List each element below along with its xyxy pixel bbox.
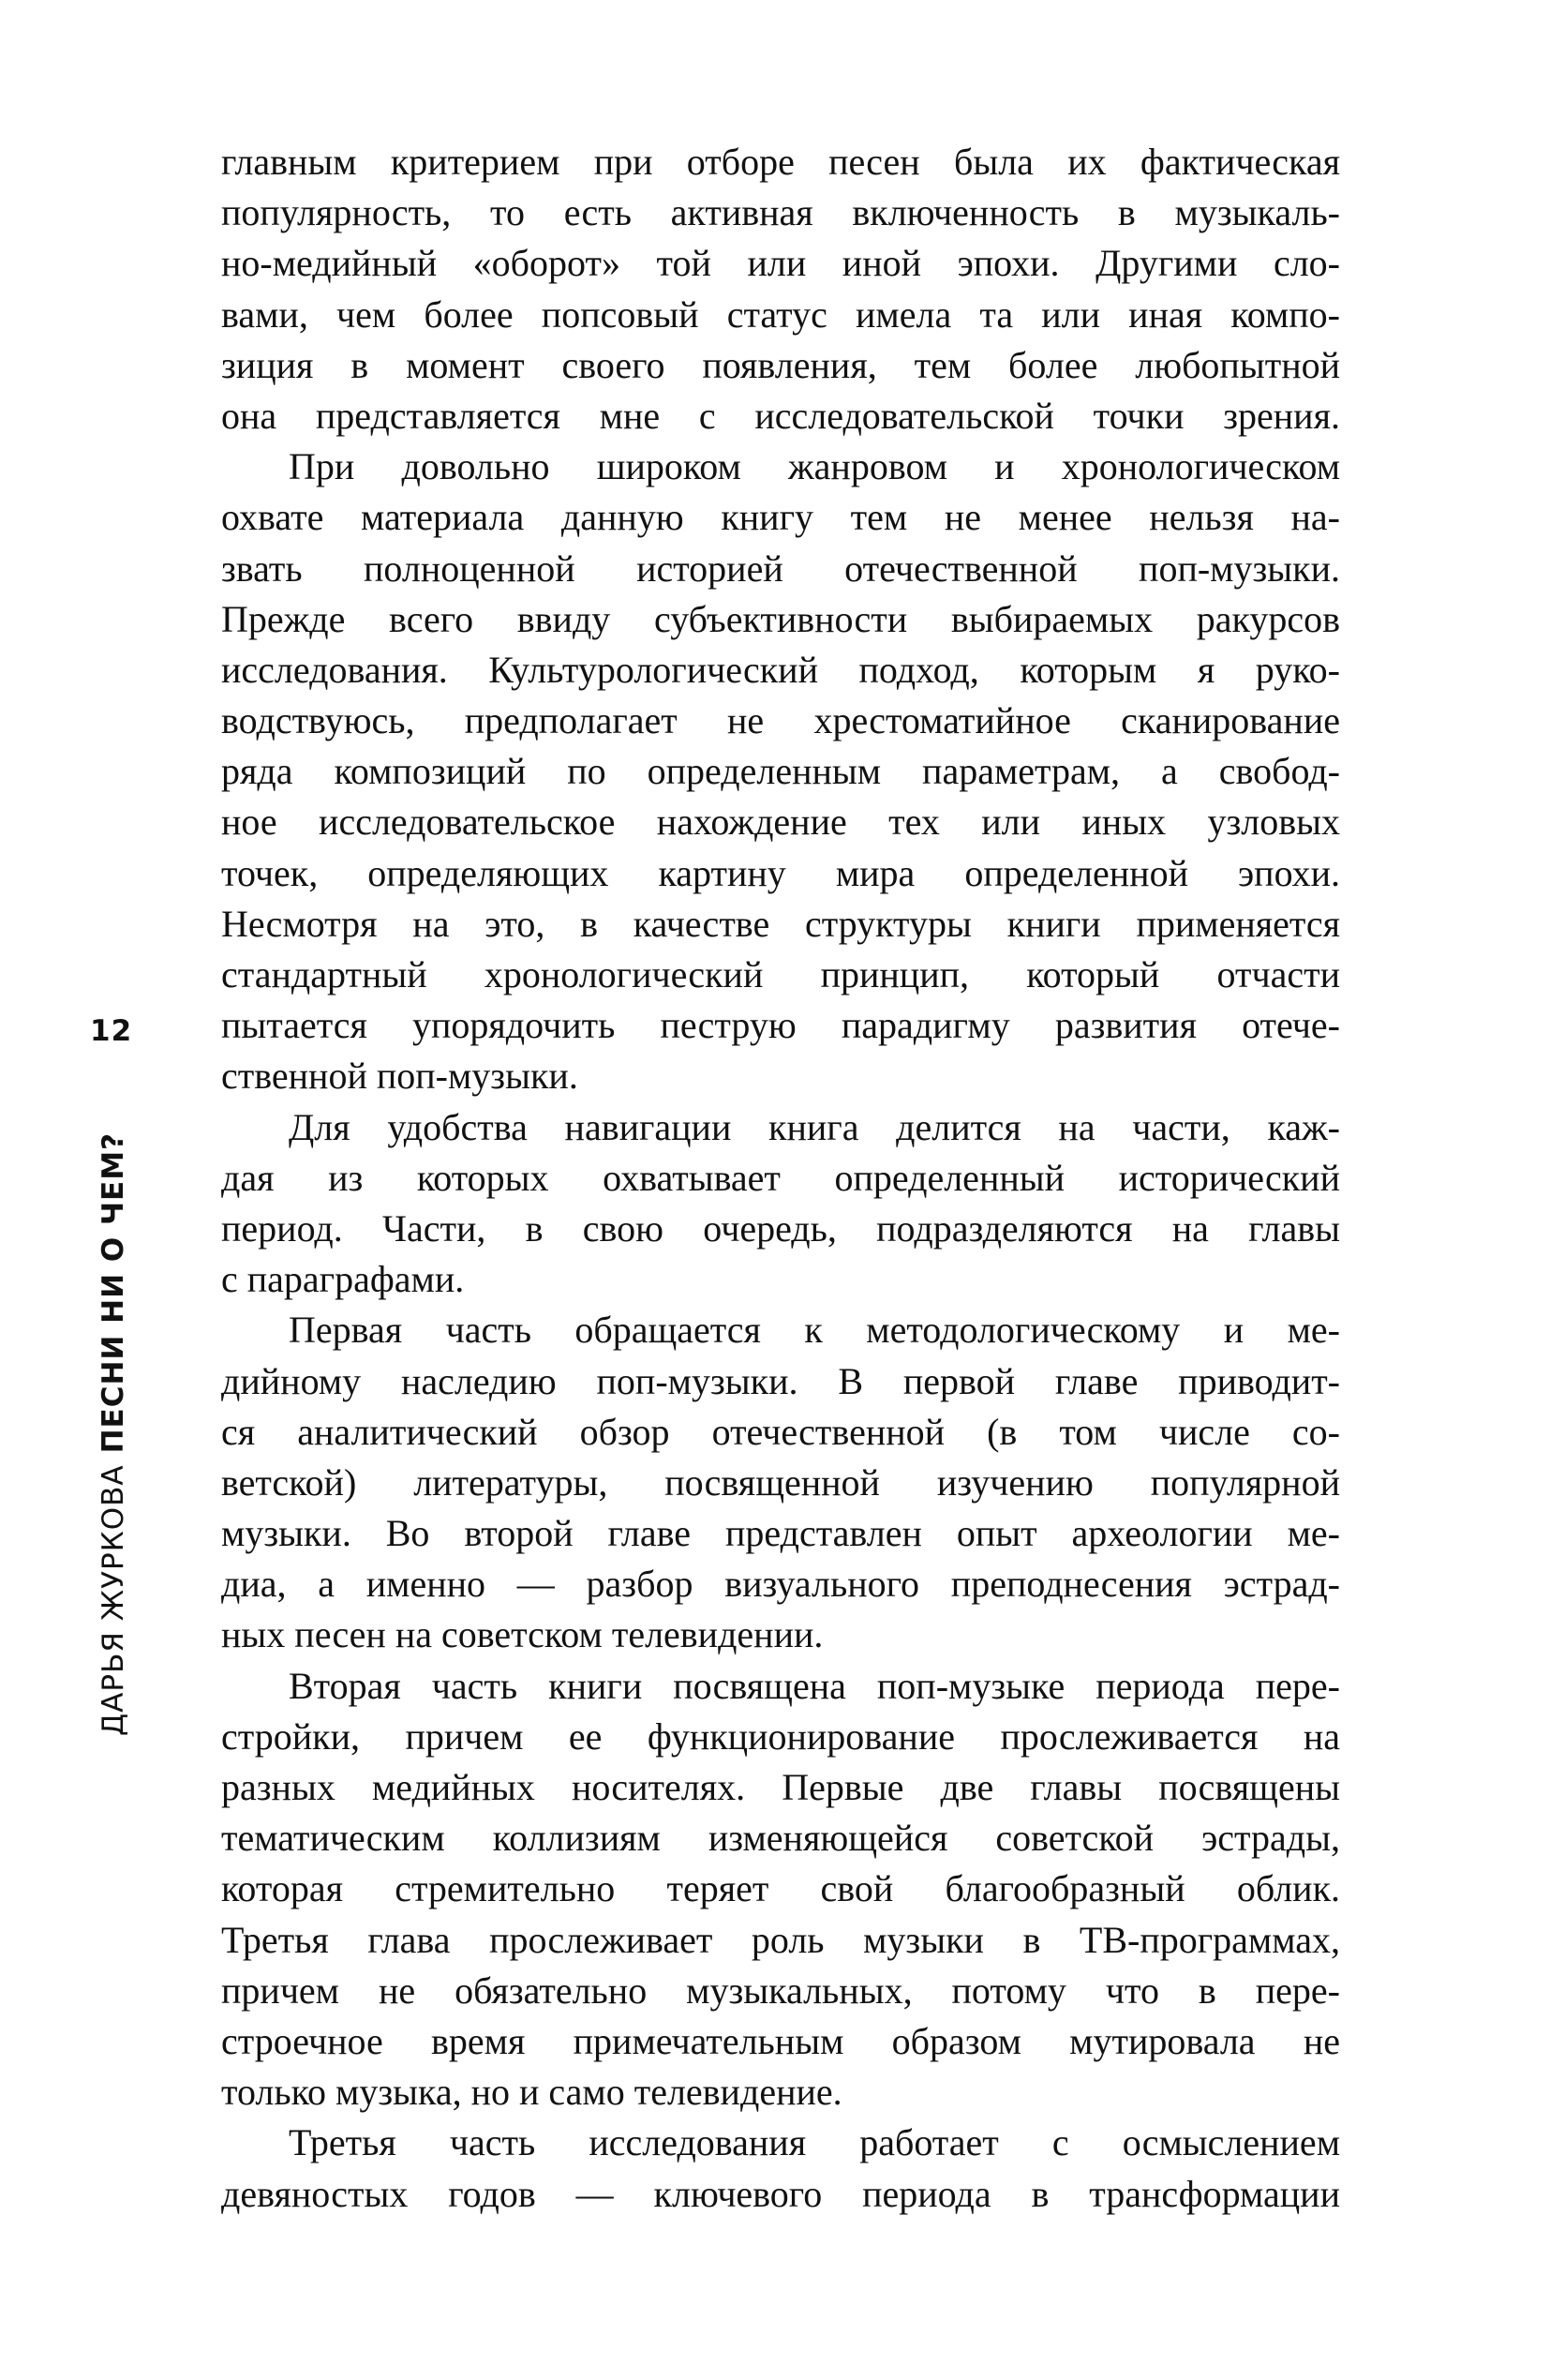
text-line: главным критерием при отборе песен была их фактическая <box>221 141 1340 183</box>
running-head-title: ПЕСНИ НИ О ЧЕМ? <box>97 1131 130 1454</box>
text-line: звать полноценной историей отечественной поп-музыки. <box>221 546 1340 590</box>
text-line: диа, а именно — разбор визуального преподнесения эстрад- <box>221 1563 1340 1606</box>
text-line: Для удобства навигации книга делится на части, каж- <box>289 1105 1340 1148</box>
running-head-author: ДАРЬЯ ЖУРКОВА <box>97 1464 130 1737</box>
text-line: музыки. Во второй главе представлен опыт археологии ме- <box>221 1512 1340 1555</box>
text-line: стандартный хронологический принцип, который отчасти <box>221 953 1340 995</box>
paragraph <box>221 1305 1340 1660</box>
text-line: охвате материала данную книгу тем не менее нельзя на- <box>221 496 1340 539</box>
text-line: строечное время примечательным образом мутировала не <box>221 2019 1340 2062</box>
text-line: Третья глава прослеживает роль музыки в ТВ-программах, <box>221 1918 1340 1961</box>
text-line: но-медийный «оборот» той или иной эпохи. Другими сло- <box>221 242 1340 285</box>
body-text <box>221 137 1340 2220</box>
text-line: пытается упорядочить пеструю парадигму развития отече- <box>221 1004 1340 1047</box>
paragraph <box>221 442 1340 1101</box>
text-line: ное исследовательское нахождение тех или иных узловых <box>221 801 1340 844</box>
paragraph <box>221 2118 1340 2219</box>
text-line: ственной поп-музыки. <box>221 1055 578 1098</box>
text-line: девяностых годов — ключевого периода в трансформации <box>221 2172 1340 2215</box>
text-line: ряда композиций по определенным параметрам, а свобод- <box>221 750 1340 793</box>
paragraph <box>221 1661 1340 2118</box>
text-line: с параграфами. <box>221 1258 465 1301</box>
text-line: ных песен на советском телевидении. <box>221 1613 824 1656</box>
text-line: период. Части, в свою очередь, подразделяются на главы <box>221 1206 1340 1250</box>
text-line: она представляется мне с исследовательской точки зрения. <box>221 394 1340 437</box>
text-line: При довольно широком жанровом и хронологическом <box>289 445 1340 488</box>
text-line: разных медийных носителях. Первые две главы посвящены <box>221 1766 1340 1808</box>
paragraph <box>221 1102 1340 1306</box>
text-line: дийному наследию поп-музыки. В первой главе приводит- <box>221 1359 1340 1402</box>
text-line: Первая часть обращается к методологическому и ме- <box>289 1309 1340 1352</box>
text-line: точек, определяющих картину мира определенной эпохи. <box>221 851 1340 894</box>
text-line: которая стремительно теряет свой благообразный облик. <box>221 1867 1340 1910</box>
text-line: дая из которых охватывает определенный исторический <box>221 1156 1340 1199</box>
text-line: популярность, то есть активная включенность в музыкаль- <box>221 191 1340 234</box>
text-line: только музыка, но и само телевидение. <box>221 2071 842 2114</box>
text-line: водствуюсь, предполагает не хрестоматийное сканирование <box>221 699 1340 742</box>
text-line: ся аналитический обзор отечественной (в том числе со- <box>221 1410 1340 1453</box>
text-line: Несмотря на это, в качестве структуры книги применяется <box>221 902 1340 945</box>
text-line: причем не обязательно музыкальных, потому что в пере- <box>221 1968 1340 2012</box>
text-line: тематическим коллизиям изменяющейся советской эстрады, <box>221 1817 1340 1860</box>
text-line: вами, чем более попсовый статус имела та или иная компо- <box>221 292 1340 336</box>
running-head <box>97 1132 130 1736</box>
text-line: исследования. Культурологический подход, которым я руко- <box>221 648 1340 691</box>
text-line: ветской) литературы, посвященной изучению популярной <box>221 1460 1340 1504</box>
text-line: Третья часть исследования работает с осмыслением <box>289 2121 1340 2164</box>
text-line: стройки, причем ее функционирование прослеживается на <box>221 1714 1340 1758</box>
page-number: 12 <box>90 1014 133 1048</box>
text-line: зиция в момент своего появления, тем более любопытной <box>221 343 1340 386</box>
text-line: Прежде всего ввиду субъективности выбираемых ракурсов <box>221 597 1340 640</box>
paragraph <box>221 137 1340 442</box>
text-line: Вторая часть книги посвящена поп-музыке периода пере- <box>289 1664 1340 1707</box>
